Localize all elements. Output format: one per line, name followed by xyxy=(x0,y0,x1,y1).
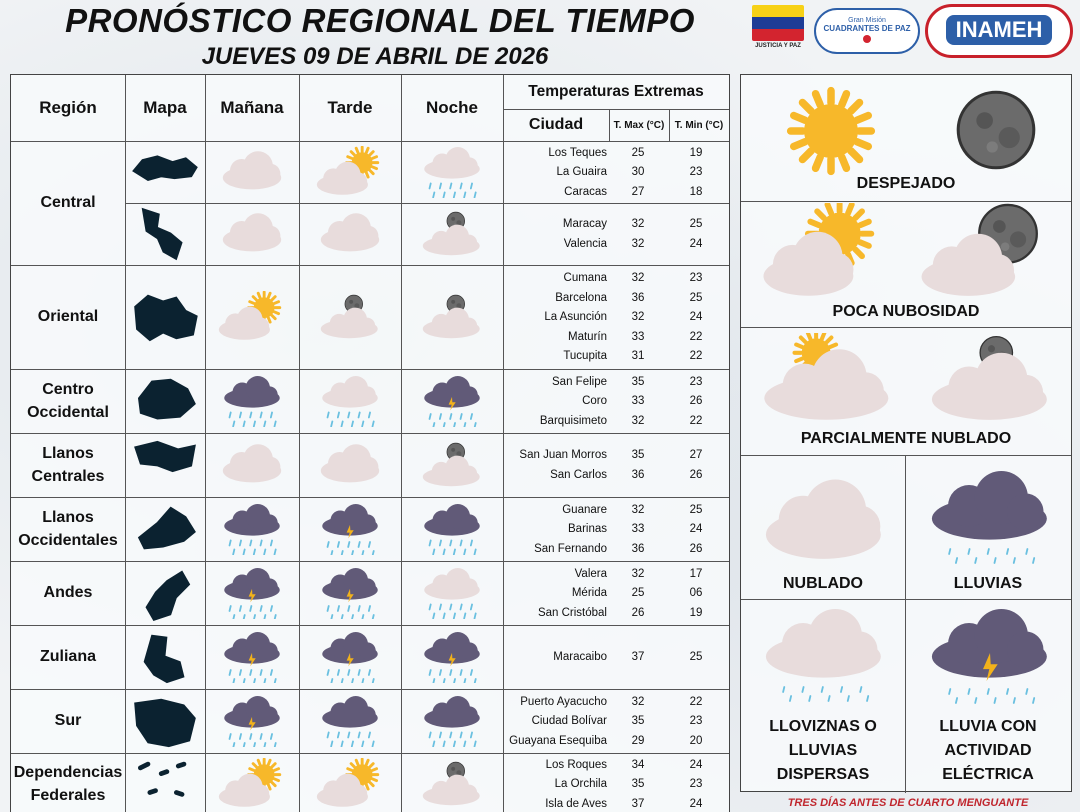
col-header-ciudad: Ciudad xyxy=(528,116,584,133)
city-temperature-list xyxy=(509,625,729,689)
city-row xyxy=(509,731,729,751)
region-map-icon xyxy=(129,689,201,753)
temp-max: 30 xyxy=(631,166,645,178)
cloudy-icon xyxy=(299,433,401,497)
temp-max: 33 xyxy=(631,330,645,343)
region-name: Oriental xyxy=(37,308,99,326)
city-name: Valera xyxy=(574,567,607,580)
temp-min: 19 xyxy=(689,606,703,619)
drizzle-icon xyxy=(401,561,503,625)
partly-cloudy-night-icon xyxy=(401,265,503,369)
thunderstorm-icon xyxy=(299,561,401,625)
city-temperature-list xyxy=(509,141,729,203)
city-row xyxy=(509,346,729,366)
city-name: Los Teques xyxy=(548,146,607,159)
city-name: Los Roques xyxy=(545,758,607,771)
city-name: Caracas xyxy=(564,185,607,198)
city-row xyxy=(509,182,729,202)
legend-mostly-cloudy-day-icon xyxy=(759,333,895,423)
thunderstorm-icon xyxy=(401,369,503,433)
city-name: Cumana xyxy=(563,272,607,284)
city-row xyxy=(509,411,729,431)
rain-icon xyxy=(401,497,503,561)
temp-max: 32 xyxy=(631,237,645,250)
city-row xyxy=(509,500,729,520)
city-name: Maracay xyxy=(562,218,607,231)
temp-max: 37 xyxy=(631,797,645,810)
legend-thunderstorm-icon xyxy=(927,609,1053,709)
city-row xyxy=(509,647,729,667)
thunderstorm-icon xyxy=(401,625,503,689)
temp-max: 35 xyxy=(631,375,645,388)
temp-max: 36 xyxy=(631,468,645,481)
city-row xyxy=(509,162,729,182)
region-name: Central xyxy=(40,194,96,212)
col-header-mapa: Mapa xyxy=(143,98,187,117)
city-name: Ciudad Bolívar xyxy=(531,715,607,727)
col-header-tarde: Tarde xyxy=(327,98,373,117)
city-row xyxy=(509,692,729,712)
rain-icon xyxy=(205,369,299,433)
flag-caption: JUSTICIA Y PAZ xyxy=(755,43,801,49)
region-map-icon xyxy=(129,625,201,689)
temp-min: 26 xyxy=(689,395,703,407)
temp-min: 26 xyxy=(689,542,703,555)
region-name: Llanos Occidentales xyxy=(18,508,118,549)
thunderstorm-icon xyxy=(299,497,401,561)
temp-max: 34 xyxy=(631,758,645,771)
temp-min: 18 xyxy=(689,185,703,198)
legend-moon-icon xyxy=(951,85,1041,175)
city-row xyxy=(509,564,729,584)
rain-icon xyxy=(401,689,503,753)
city-name: Maturín xyxy=(568,330,607,343)
city-row xyxy=(509,755,729,775)
temp-max: 37 xyxy=(631,651,645,663)
partly-cloudy-night-icon xyxy=(299,265,401,369)
col-header-tmin: T. Min (°C) xyxy=(674,119,724,131)
city-temperature-list xyxy=(509,753,729,812)
city-row xyxy=(509,327,729,347)
temp-min: 23 xyxy=(689,272,703,284)
justicia-paz-logo xyxy=(752,5,804,55)
city-name: San Carlos xyxy=(550,468,607,481)
temp-max: 32 xyxy=(631,311,645,323)
cuadrantes-paz-logo xyxy=(814,8,920,54)
temp-min: 22 xyxy=(689,350,703,362)
city-temperature-list xyxy=(509,265,729,369)
legend-parcialmente-nublado: PARCIALMENTE NUBLADO xyxy=(800,430,1012,447)
region-map-icon xyxy=(129,497,201,561)
city-name: San Felipe xyxy=(552,375,607,388)
temp-min: 25 xyxy=(689,503,703,516)
region-map-icon xyxy=(129,433,201,497)
col-header-temps: Temperaturas Extremas xyxy=(528,83,704,100)
gm-line1: Gran Misión xyxy=(848,17,886,24)
temp-min: 26 xyxy=(689,468,703,481)
temp-max: 36 xyxy=(631,542,645,555)
city-row xyxy=(509,583,729,603)
region-name: Zuliana xyxy=(39,648,96,666)
legend-lloviznas: LLOVIZNAS O LLUVIAS DISPERSAS xyxy=(769,718,877,783)
temp-min: 17 xyxy=(689,567,703,580)
col-header-region: Región xyxy=(39,98,97,117)
temp-max: 31 xyxy=(631,350,645,362)
city-name: La Asunción xyxy=(544,311,607,323)
city-row xyxy=(509,391,729,411)
city-temperature-list xyxy=(509,369,729,433)
legend-partly-cloudy-day-icon xyxy=(759,203,889,299)
temp-min: 23 xyxy=(689,715,703,727)
city-row xyxy=(509,446,729,466)
region-map-icon xyxy=(129,203,201,265)
city-row xyxy=(509,372,729,392)
partly-cloudy-day-icon xyxy=(205,753,299,812)
temp-min: 24 xyxy=(689,237,703,250)
temp-max: 32 xyxy=(631,695,645,708)
thunderstorm-icon xyxy=(205,625,299,689)
city-name: Maracaibo xyxy=(553,651,607,663)
region-map-icon xyxy=(129,265,201,369)
legend-lluvia-electrica: LLUVIA CON ACTIVIDAD ELÉCTRICA xyxy=(939,718,1037,783)
temp-min: 24 xyxy=(689,797,703,810)
legend-partly-cloudy-night-icon xyxy=(917,203,1047,299)
cloudy-icon xyxy=(205,141,299,203)
temp-max: 35 xyxy=(631,449,645,462)
temp-max: 32 xyxy=(631,414,645,427)
legend-nublado: NUBLADO xyxy=(783,575,863,592)
city-row xyxy=(509,794,729,812)
temp-max: 27 xyxy=(631,185,645,198)
region-map-icon xyxy=(129,753,201,812)
temp-min: 24 xyxy=(689,523,703,535)
forecast-date: JUEVES 09 DE ABRIL DE 2026 xyxy=(201,43,549,70)
col-header-tmax: T. Max (°C) xyxy=(613,119,665,131)
temp-max: 35 xyxy=(631,715,645,727)
city-name: Puerto Ayacucho xyxy=(520,695,607,708)
page-title: PRONÓSTICO REGIONAL DEL TIEMPO xyxy=(65,2,695,39)
city-name: Coro xyxy=(582,395,607,407)
thunderstorm-icon xyxy=(299,625,401,689)
region-map-icon xyxy=(129,561,201,625)
temp-min: 24 xyxy=(689,758,703,771)
region-name: Andes xyxy=(43,584,93,602)
col-header-noche: Noche xyxy=(426,98,478,117)
city-name: La Guaira xyxy=(556,166,607,178)
temp-max: 25 xyxy=(631,587,645,599)
partly-cloudy-night-icon xyxy=(401,433,503,497)
legend-sun-icon xyxy=(781,83,881,179)
temp-max: 36 xyxy=(631,291,645,304)
temp-min: 25 xyxy=(689,651,703,663)
legend-cloud-icon xyxy=(761,475,887,565)
temp-min: 24 xyxy=(689,311,703,323)
city-name: Barinas xyxy=(568,523,607,535)
city-name: San Juan Morros xyxy=(519,449,607,462)
forecast-table xyxy=(10,74,730,812)
col-header-manana: Mañana xyxy=(220,98,284,117)
moon-phase-note: TRES DÍAS ANTES DE CUARTO MENGUANTE xyxy=(787,797,1029,809)
legend-rain-icon xyxy=(927,471,1053,571)
map-pin-icon xyxy=(863,35,871,43)
city-row xyxy=(509,268,729,288)
city-row xyxy=(509,519,729,539)
temp-max: 25 xyxy=(631,146,645,159)
drizzle-icon xyxy=(401,141,503,203)
city-name: San Cristóbal xyxy=(537,606,607,619)
region-map-icon xyxy=(129,141,201,203)
region-name: Dependencias Federales xyxy=(13,763,123,804)
city-row xyxy=(509,143,729,163)
partly-cloudy-day-icon xyxy=(299,141,401,203)
city-name: Tucupita xyxy=(563,350,607,362)
city-name: Barquisimeto xyxy=(539,414,607,427)
city-name: Mérida xyxy=(571,587,607,599)
city-temperature-list xyxy=(509,497,729,561)
temp-max: 32 xyxy=(631,218,645,231)
partly-cloudy-night-icon xyxy=(401,203,503,265)
temp-min: 23 xyxy=(689,778,703,790)
rain-icon xyxy=(205,497,299,561)
legend-despejado: DESPEJADO xyxy=(856,175,956,192)
legend-mostly-cloudy-night-icon xyxy=(927,333,1053,423)
temp-min: 23 xyxy=(689,375,703,388)
temp-min: 22 xyxy=(689,695,703,708)
city-temperature-list xyxy=(509,203,729,265)
temp-min: 06 xyxy=(689,587,703,599)
legend-poca-nubosidad: POCA NUBOSIDAD xyxy=(832,303,980,320)
partly-cloudy-day-icon xyxy=(205,265,299,369)
region-name: Centro Occidental xyxy=(27,380,109,421)
legend-drizzle-icon xyxy=(761,609,887,709)
partly-cloudy-night-icon xyxy=(401,753,503,812)
cloudy-icon xyxy=(205,433,299,497)
temp-min: 27 xyxy=(689,449,703,462)
partly-cloudy-day-icon xyxy=(299,753,401,812)
temp-max: 26 xyxy=(631,606,645,619)
gm-line2: CUADRANTES DE PAZ xyxy=(823,24,911,33)
city-row xyxy=(509,307,729,327)
city-name: Barcelona xyxy=(555,291,607,304)
temp-max: 33 xyxy=(631,395,645,407)
temp-max: 29 xyxy=(631,734,645,747)
city-row xyxy=(509,774,729,794)
city-temperature-list xyxy=(509,561,729,625)
city-name: Guayana Esequiba xyxy=(509,734,607,747)
weather-legend xyxy=(740,74,1072,792)
temp-min: 25 xyxy=(689,291,703,304)
city-row xyxy=(509,603,729,623)
city-name: La Orchila xyxy=(554,778,607,790)
temp-max: 32 xyxy=(631,503,645,516)
legend-lluvias: LLUVIAS xyxy=(953,575,1023,592)
city-row xyxy=(509,288,729,308)
city-temperature-list xyxy=(509,689,729,753)
city-row xyxy=(509,465,729,485)
rain-icon xyxy=(299,689,401,753)
temp-min: 20 xyxy=(689,734,703,747)
venezuela-flag-icon xyxy=(752,5,804,41)
temp-max: 32 xyxy=(631,567,645,580)
temp-min: 22 xyxy=(689,414,703,427)
inameh-text: INAMEH xyxy=(946,15,1053,45)
city-name: San Fernando xyxy=(534,542,607,555)
region-name: Llanos Centrales xyxy=(31,444,105,485)
cloudy-icon xyxy=(299,203,401,265)
city-row xyxy=(509,215,729,235)
cloudy-icon xyxy=(205,203,299,265)
city-row xyxy=(509,711,729,731)
inameh-logo xyxy=(925,4,1073,58)
temp-min: 22 xyxy=(689,330,703,343)
city-row xyxy=(509,234,729,254)
city-name: Guanare xyxy=(562,503,607,516)
temp-min: 19 xyxy=(689,146,703,159)
drizzle-icon xyxy=(299,369,401,433)
city-row xyxy=(509,539,729,559)
region-name: Sur xyxy=(54,712,82,730)
thunderstorm-icon xyxy=(205,561,299,625)
city-temperature-list xyxy=(509,433,729,497)
temp-min: 23 xyxy=(689,166,703,178)
city-name: Valencia xyxy=(563,237,607,250)
thunderstorm-icon xyxy=(205,689,299,753)
temp-min: 25 xyxy=(689,218,703,231)
region-map-icon xyxy=(129,369,201,433)
temp-max: 35 xyxy=(631,778,645,790)
temp-max: 32 xyxy=(631,272,645,284)
city-name: Isla de Aves xyxy=(545,797,607,810)
temp-max: 33 xyxy=(631,523,645,535)
